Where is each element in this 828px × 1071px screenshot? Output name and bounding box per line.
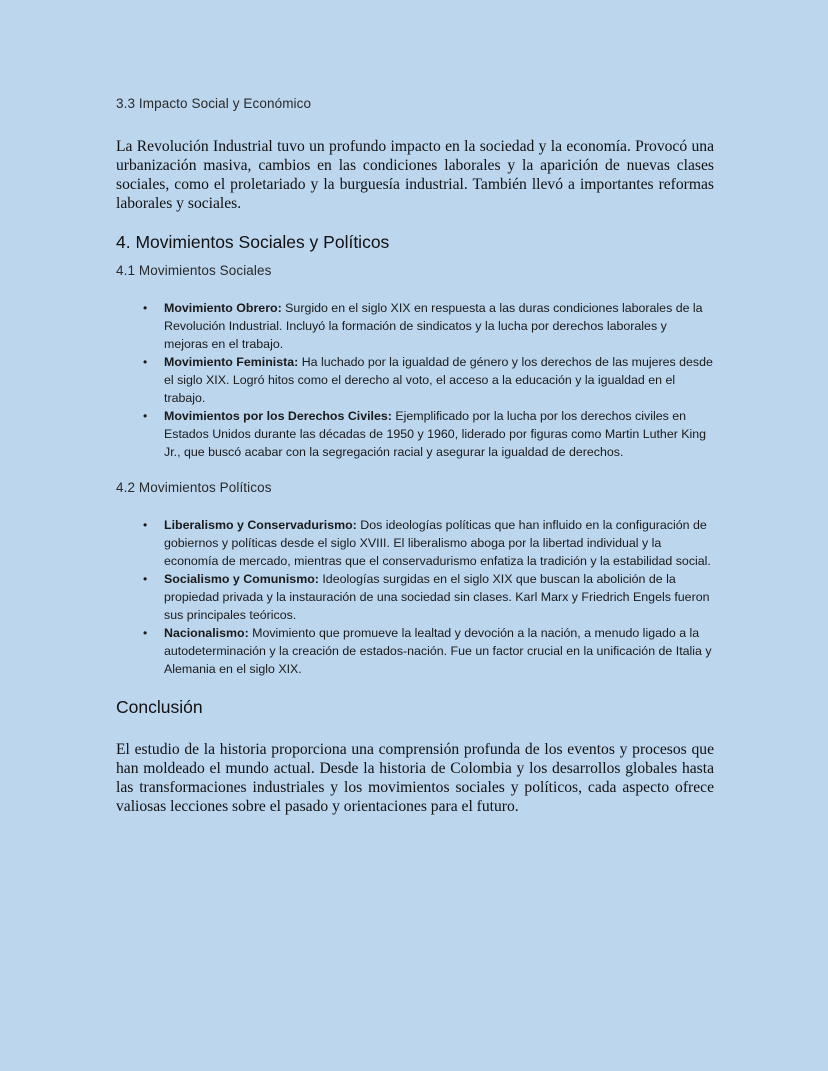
list-item (116, 299, 714, 353)
section-3-3-paragraph: La Revolución Industrial tuvo un profundo impacto en la sociedad y la economía. Provocó una urbanización masiva, cambios en las condiciones laborales y la aparición de nuevas clases sociales, como el proletariado y la burguesía industrial. También llevó a importantes reformas laborales y sociales. (116, 138, 714, 212)
list-item-text: Ideologías surgidas en el siglo XIX que buscan la abolición de la propiedad privada y la instauración de una sociedad sin clases. Karl Marx y Friedrich Engels fueron sus principales teóricos. (164, 572, 710, 622)
social-movements-list (116, 299, 714, 461)
section-4-2-heading: 4.2 Movimientos Políticos (116, 480, 272, 495)
list-item-term: Movimiento Feminista: (164, 355, 299, 369)
document-page (116, 96, 714, 816)
conclusion-heading: Conclusión (116, 697, 203, 717)
list-item-term: Socialismo y Comunismo: (164, 572, 319, 586)
bullet-icon: • (143, 409, 148, 423)
list-item-term: Liberalismo y Conservadurismo: (164, 518, 357, 532)
list-item (116, 624, 714, 678)
list-item (116, 353, 714, 407)
list-item (116, 407, 714, 461)
bullet-icon: • (143, 626, 148, 640)
bullet-icon: • (143, 301, 148, 315)
list-item-text: Ha luchado por la igualdad de género y los derechos de las mujeres desde el siglo XIX. Logró hitos como el derecho al voto, el acceso a la educación y la igualdad en el trabajo. (164, 355, 713, 405)
bullet-icon: • (143, 518, 148, 532)
list-item-term: Movimientos por los Derechos Civiles: (164, 409, 392, 423)
list-item-text: Movimiento que promueve la lealtad y devoción a la nación, a menudo ligado a la autodeterminación y la creación de estados-nación. Fue un factor crucial en la unificación de Italia y Alemania en el siglo XIX. (164, 626, 712, 676)
list-item-term: Nacionalismo: (164, 626, 249, 640)
list-item-text: Surgido en el siglo XIX en respuesta a las duras condiciones laborales de la Revolución Industrial. Incluyó la formación de sindicatos y la lucha por derechos laborales y mejoras en el trabajo. (164, 301, 703, 351)
list-item-text: Ejemplificado por la lucha por los derechos civiles en Estados Unidos durante las décadas de 1950 y 1960, liderado por figuras como Martin Luther King Jr., que buscó acabar con la segregación racial y asegurar la igualdad de derechos. (164, 409, 707, 459)
conclusion-paragraph: El estudio de la historia proporciona una comprensión profunda de los eventos y procesos que han moldeado el mundo actual. Desde la historia de Colombia y los desarrollos globales hasta las transformaciones industriales y los movimientos sociales y políticos, cada aspecto ofrece valiosas lecciones sobre el pasado y orientaciones para el futuro. (116, 741, 714, 815)
list-item-text: Dos ideologías políticas que han influido en la configuración de gobiernos y políticas desde el siglo XVIII. El liberalismo aboga por la libertad individual y la economía de mercado, mientras que el conservadurismo enfatiza la tradición y la estabilidad social. (164, 518, 711, 568)
section-4-heading: 4. Movimientos Sociales y Políticos (116, 232, 390, 252)
section-4-1-heading: 4.1 Movimientos Sociales (116, 263, 272, 278)
political-movements-list (116, 516, 714, 678)
list-item-term: Movimiento Obrero: (164, 301, 282, 315)
section-3-3-heading: 3.3 Impacto Social y Económico (116, 96, 312, 111)
list-item (116, 570, 714, 624)
list-item (116, 516, 714, 570)
bullet-icon: • (143, 572, 148, 586)
bullet-icon: • (143, 355, 148, 369)
